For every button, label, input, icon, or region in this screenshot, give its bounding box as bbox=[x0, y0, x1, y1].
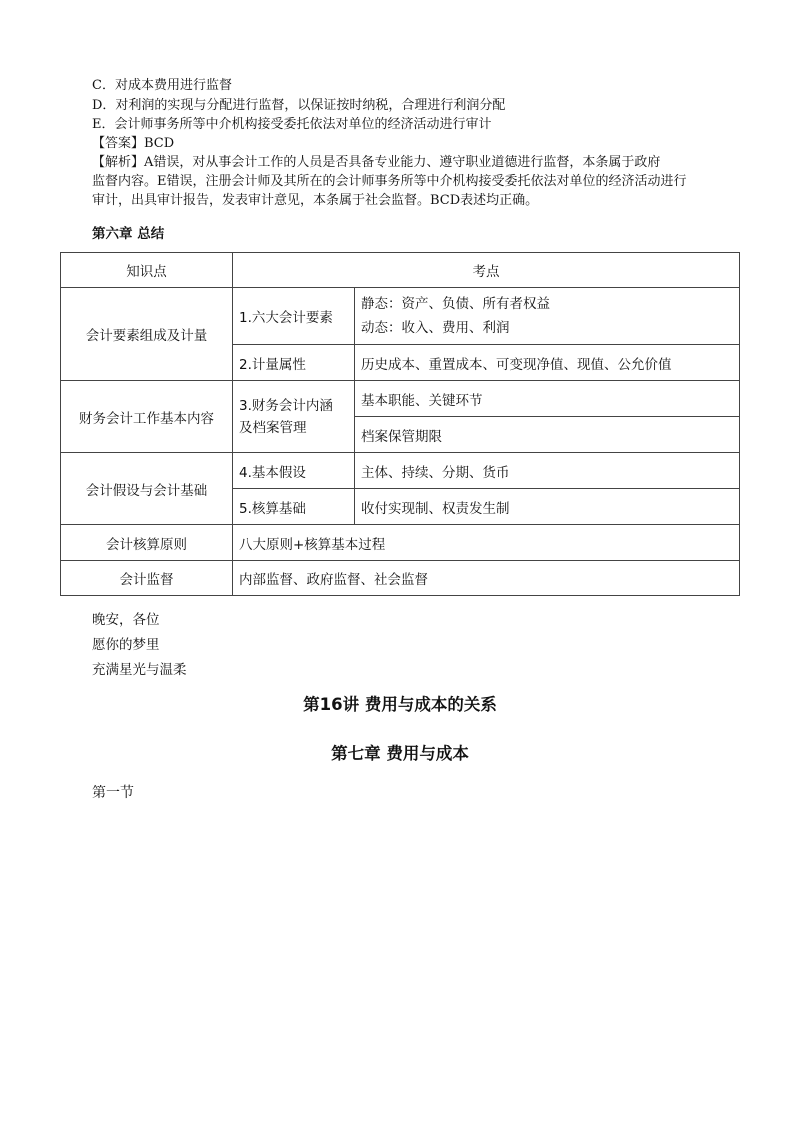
six-elements-detail bbox=[355, 288, 740, 345]
table-row bbox=[61, 561, 740, 596]
measurement-detail: 历史成本、重置成本、可变现净值、现值、公允价值 bbox=[355, 345, 740, 381]
table-row bbox=[61, 381, 740, 417]
lecture-title: 第16讲 费用与成本的关系 bbox=[303, 695, 497, 714]
static-line: 静态：资产、负债、所有者权益 bbox=[361, 296, 550, 312]
supervision-cell: 会计监督 bbox=[61, 561, 233, 596]
archives-detail-1: 基本职能、关键环节 bbox=[355, 381, 740, 417]
analysis-line-1: 【解析】A错误，对从事会计工作的人员是否具备专业能力、遵守职业道德进行监督，本条属于政府 bbox=[92, 155, 661, 170]
option-c: C．对成本费用进行监督 bbox=[92, 78, 232, 93]
dynamic-line: 动态：收入、费用、利润 bbox=[361, 320, 510, 336]
summary-heading: 第六章 总结 bbox=[92, 226, 165, 242]
greeting-line-1: 晚安，各位 bbox=[92, 612, 160, 628]
principles-cell: 会计核算原则 bbox=[61, 525, 233, 561]
basic-assumption-cell: 4.基本假设 bbox=[233, 453, 355, 489]
option-e: E．会计师事务所等中介机构接受委托依法对单位的经济活动进行审计 bbox=[92, 117, 492, 132]
archives-line-2: 及档案管理 bbox=[239, 419, 307, 436]
chapter-summary-table bbox=[60, 252, 740, 596]
basis-cell: 5.核算基础 bbox=[233, 489, 355, 525]
table-row bbox=[61, 525, 740, 561]
measurement-cell: 2.计量属性 bbox=[233, 345, 355, 381]
archives-cell bbox=[233, 381, 355, 453]
analysis-line-3: 审计，出具审计报告，发表审计意见，本条属于社会监督。BCD表述均正确。 bbox=[92, 193, 539, 208]
table-header-row bbox=[61, 253, 740, 288]
basic-assumption-detail: 主体、持续、分期、货币 bbox=[355, 453, 740, 489]
assumption-group-cell: 会计假设与会计基础 bbox=[61, 453, 233, 525]
option-d: D．对利润的实现与分配进行监督，以保证按时纳税，合理进行利润分配 bbox=[92, 98, 506, 113]
archives-line-1: 3.财务会计内涵 bbox=[239, 397, 333, 414]
six-elements-cell: 1.六大会计要素 bbox=[233, 288, 355, 345]
header-points: 考点 bbox=[233, 253, 740, 288]
chapter-title: 第七章 费用与成本 bbox=[331, 744, 469, 763]
work-group-cell: 财务会计工作基本内容 bbox=[61, 381, 233, 453]
table-row bbox=[61, 453, 740, 489]
greeting-line-3: 充满星光与温柔 bbox=[92, 662, 187, 678]
archives-detail-2: 档案保管期限 bbox=[355, 417, 740, 453]
answer: 【答案】BCD bbox=[92, 136, 175, 151]
table-row bbox=[61, 288, 740, 345]
principles-detail: 八大原则+核算基本过程 bbox=[233, 525, 740, 561]
basis-detail: 收付实现制、权责发生制 bbox=[355, 489, 740, 525]
supervision-detail: 内部监督、政府监督、社会监督 bbox=[233, 561, 740, 596]
header-knowledge: 知识点 bbox=[61, 253, 233, 288]
elements-group-cell: 会计要素组成及计量 bbox=[61, 288, 233, 381]
analysis-line-2: 监督内容。E错误，注册会计师及其所在的会计师事务所等中介机构接受委托依法对单位的经济活动进行 bbox=[92, 174, 687, 189]
greeting-line-2: 愿你的梦里 bbox=[92, 637, 160, 653]
section-label: 第一节 bbox=[92, 785, 134, 801]
